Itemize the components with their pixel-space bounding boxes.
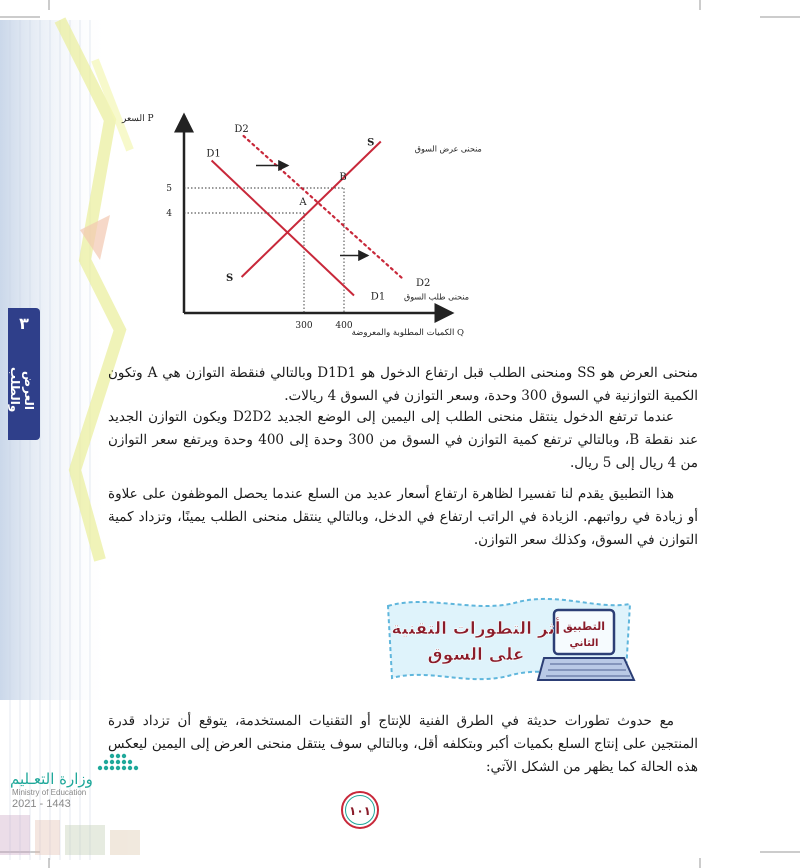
chart-labels <box>121 114 482 338</box>
ministry-year: 2021 - 1443 <box>12 798 71 810</box>
point-label-a: A <box>299 197 307 208</box>
paragraph-equilibrium: منحنى العرض هو SS ومنحنى الطلب قبل ارتفاع الدخول هو D1D1 وبالتالي فنقطة التوازن هي A وتكون الكمية التوازنية في السوق 300 وحدة، وسعر التوازن في السوق 4 ريالات. <box>108 365 698 404</box>
annotation-supply: منحنى عرض السوق <box>414 144 482 154</box>
curve-d2 <box>244 136 402 278</box>
point-label-b: B <box>339 172 347 183</box>
curve-s-start-label: S <box>225 273 234 284</box>
banner-title-line1: أثر التطورات التقنية <box>391 619 561 639</box>
application-banner <box>368 592 638 688</box>
paragraph-technology: مع حدوث تطورات حديثة في الطرق الفنية للإنتاج أو التقنيات المستخدمة، يتوقع أن تزداد قدرة المنتجين على إنتاج السلع بكميات أكبر وبتكلفه أقل، وبالتالي سوف ينتقل منحنى العرض إلى اليمين ليعكس هذه الحالة كما يظهر من الشكل الآتي: <box>108 713 698 775</box>
x-axis-label: الكميات المطلوبة والمعروضة Q <box>351 328 464 338</box>
curve-d1-end-label: D1 <box>370 291 386 303</box>
chart-curves <box>212 136 402 296</box>
equilibrium-guides <box>184 188 344 313</box>
page-number: ١٠١ <box>349 804 371 818</box>
ministry-logo <box>10 768 140 814</box>
paragraph-salary-example: هذا التطبيق يقدم لنا تفسيرا لظاهرة ارتفاع أسعار عديد من السلع عندما يحصل الموظفون على علاوة أو زيادة في رواتبهم. الزيادة في الراتب ارتفاع في الدخل، وبالتالي ينتقل منحنى الطلب يمينًا، وتزداد كمية التوازن في السوق، وكذلك سعر التوازن. <box>108 486 698 548</box>
chart-axes <box>184 115 452 313</box>
banner-badge-line1: التطبيق <box>562 620 606 633</box>
chapter-tab <box>8 308 40 440</box>
paragraph-income-rise: عندما ترتفع الدخول ينتقل منحنى الطلب إلى اليمين إلى الوضع الجديد D2D2 ويكون التوازن الجديد عند نقطة B، وبالتالي ترتفع كمية التوازن في السوق من 300 وحدة إلى 400 وحدة ويرتفع سعر التوازن من 4 ريال إلى 5 ريال. <box>108 409 698 471</box>
curve-d2-end-label: D2 <box>416 278 431 289</box>
annotation-demand: منحنى طلب السوق <box>404 292 470 302</box>
curve-s-end-label: S <box>367 137 375 149</box>
curve-d2-start-label: D2 <box>234 124 249 135</box>
ministry-name-en: Ministry of Education <box>12 788 87 797</box>
banner-badge-line2: الثاني <box>569 638 599 649</box>
y-tick-label-5: 5 <box>166 184 172 194</box>
y-axis-label: السعر P <box>122 114 154 124</box>
shift-arrows <box>256 166 368 256</box>
x-tick-label-400: 400 <box>335 321 353 331</box>
chapter-title: العرض والطلب <box>8 367 36 413</box>
y-tick-label-4: 4 <box>166 209 172 219</box>
x-tick-label-300: 300 <box>295 321 313 331</box>
curve-d1-start-label: D1 <box>206 148 221 160</box>
ministry-name-ar: وزارة التعـليم <box>10 770 93 788</box>
page-number-badge <box>340 790 380 830</box>
banner-title-line2: على السوق <box>427 645 525 665</box>
supply-demand-chart <box>122 85 620 340</box>
chapter-number: ٣ <box>19 314 29 333</box>
